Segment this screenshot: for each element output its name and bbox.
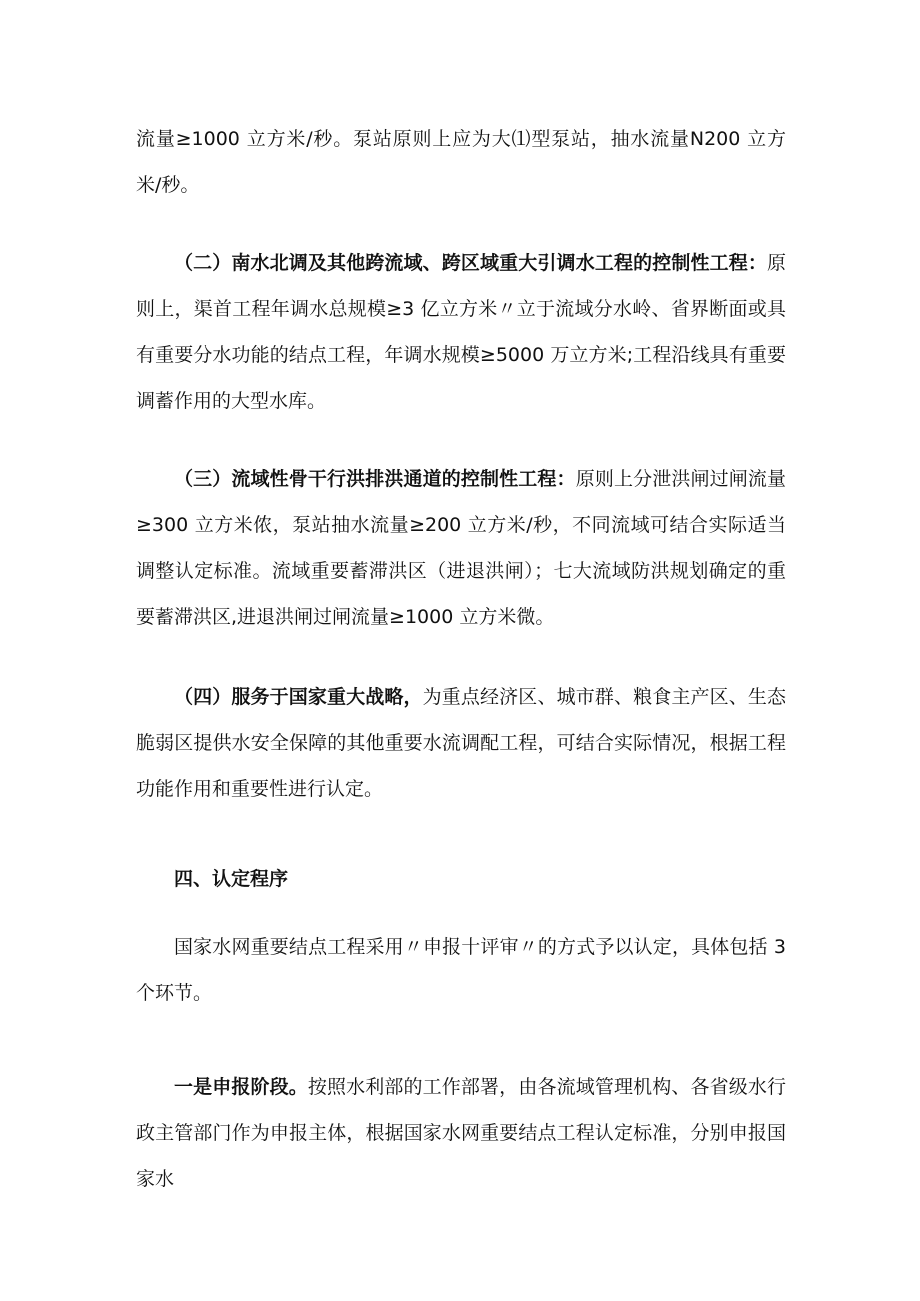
- paragraph-lead: （三）流域性骨干行洪排洪通道的控制性工程：: [174, 468, 576, 490]
- paragraph-text: 原则上，渠首工程年调水总规模≥3 亿立方米〃立于流域分水岭、省界断面或具有重要分水功能的结点工程，年调水规模≥5000 万立方米;工程沿线具有重要调蓄作用的大型水库。: [136, 252, 786, 412]
- paragraph-text: 为重点经济区、城市群、粮食主产区、生态脆弱区提供水安全保障的其他重要水流调配工程，可结合实际情况，根据工程功能作用和重要性进行认定。: [136, 686, 786, 800]
- paragraph-procedure-intro: [136, 924, 786, 1016]
- paragraph-application-stage: [136, 1064, 786, 1202]
- paragraph-text: 流量≥1000 立方米/秒。泵站原则上应为大⑴型泵站，抽水流量N200 立方米/秒。: [136, 128, 786, 196]
- paragraph-lead: （二）南水北调及其他跨流域、跨区域重大引调水工程的控制性工程：: [174, 252, 767, 274]
- paragraph-lead: 一是申报阶段。: [174, 1076, 308, 1098]
- section-heading: 四、认定程序: [174, 868, 289, 890]
- paragraph-flow-standard: [136, 116, 786, 208]
- paragraph-flood-channel: [136, 456, 786, 640]
- paragraph-lead: （四）服务于国家重大战略，: [174, 686, 423, 708]
- paragraph-south-north-diversion: [136, 240, 786, 424]
- paragraph-national-strategy: [136, 674, 786, 812]
- paragraph-text: 按照水利部的工作部署，由各流域管理机构、各省级水行政主管部门作为申报主体，根据国家水网重要结点工程认定标准，分别申报国家水: [136, 1076, 786, 1190]
- paragraph-text: 国家水网重要结点工程采用〃申报十评审〃的方式予以认定，具体包括 3 个环节。: [136, 936, 786, 1004]
- paragraph-text: 原则上分泄洪闸过闸流量≥300 立方米侬，泵站抽水流量≥200 立方米/秒，不同流域可结合实际适当调整认定标准。流域重要蓄滞洪区（进退洪闸）；七大流域防洪规划确定的重要蓄滞洪区,进退洪闸过闸流量≥1000 立方米微。: [136, 468, 786, 628]
